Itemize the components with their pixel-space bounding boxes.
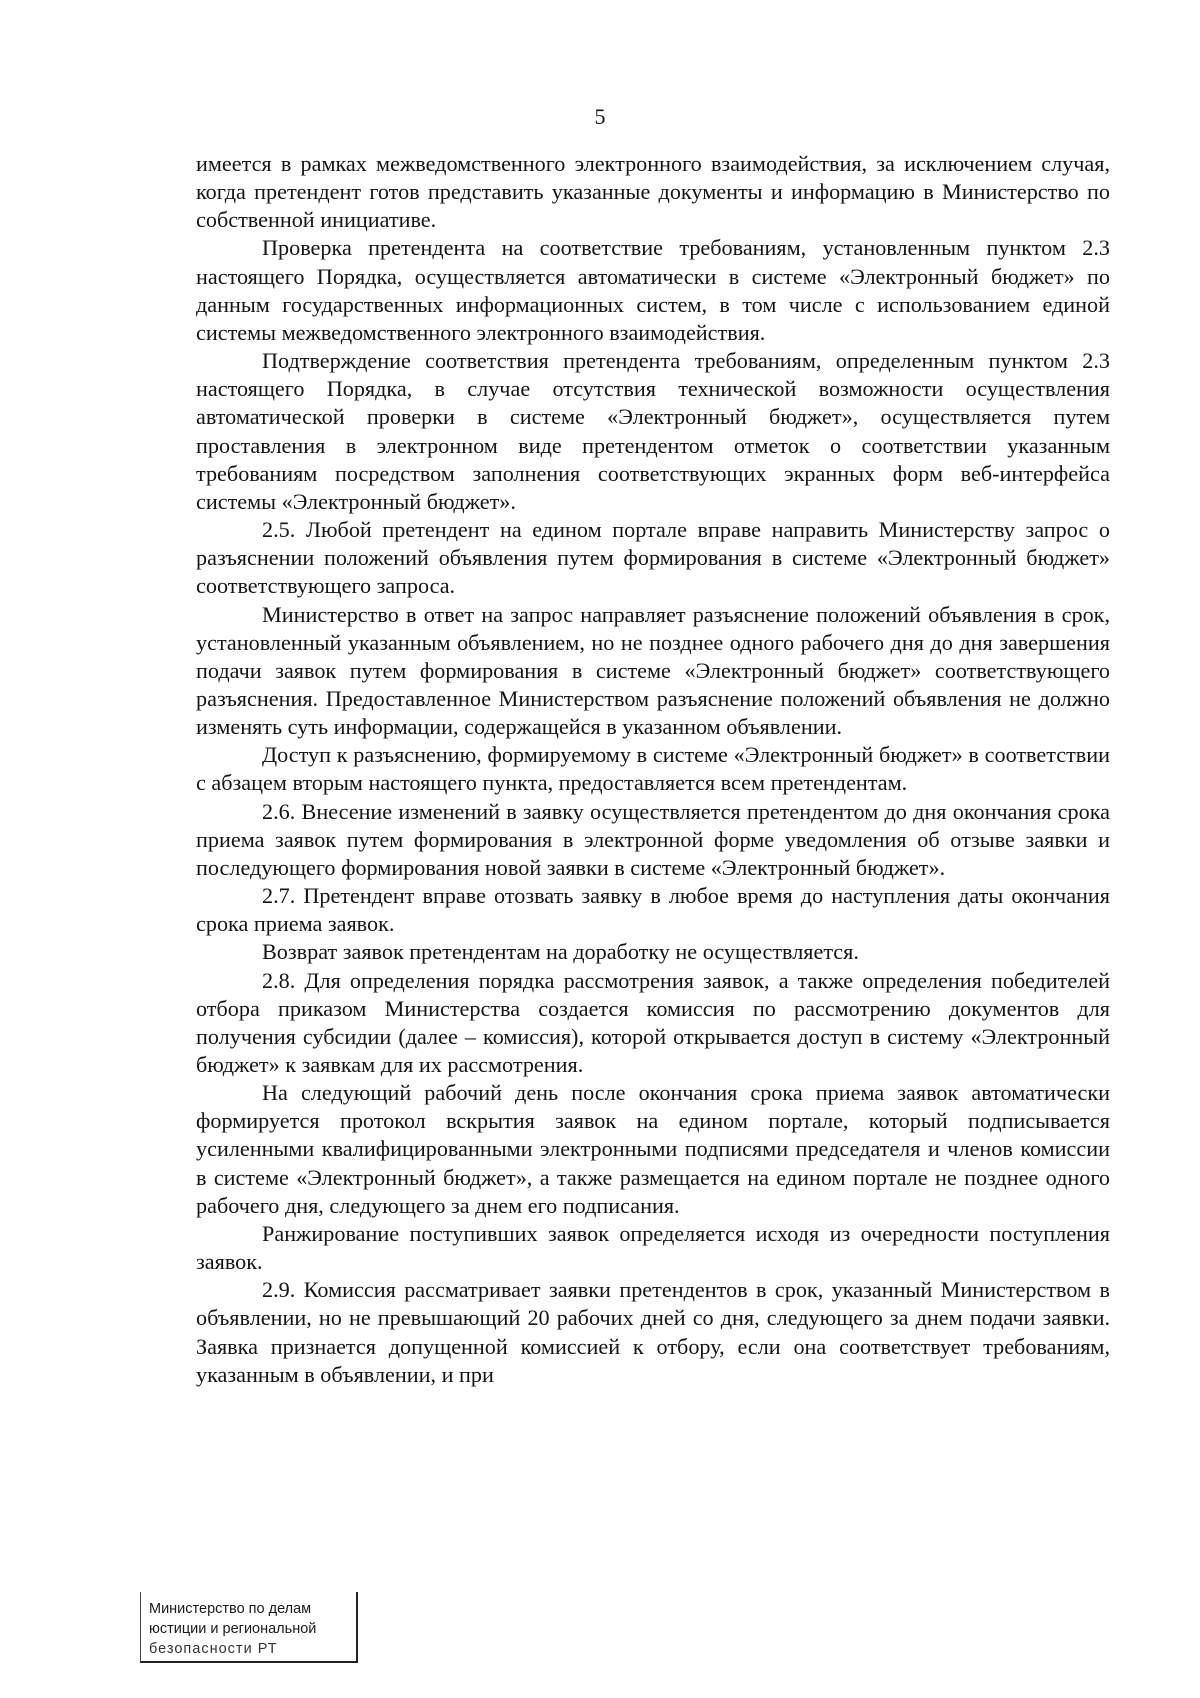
paragraph-2-5: 2.5. Любой претендент на едином портале вправе направить Министерству запрос о разъяснении положений объявления путем формирования в системе «Электронный бюджет» соответствующего запроса.	[196, 517, 1110, 599]
ministry-stamp	[140, 1592, 358, 1663]
stamp-line-clipped: безопасности РТ	[149, 1641, 278, 1657]
paragraph: Ранжирование поступивших заявок определяется исходя из очередности поступления заявок.	[196, 1220, 1110, 1275]
paragraph: Министерство в ответ на запрос направляет разъяснение положений объявления в срок, установленный указанным объявлением, но не позднее одного рабочего дня до дня завершения подачи заявок путем формирования в системе «Электронный бюджет» соответствующего разъяснения. Предоставленное Министерством разъяснение положений объявления не должно изменять суть информации, содержащейся в указанном объявлении.	[196, 601, 1110, 740]
stamp-line: юстиции и региональной	[149, 1621, 317, 1637]
paragraph-2-9: 2.9. Комиссия рассматривает заявки претендентов в срок, указанный Министерством в объявлении, но не превышающий 20 рабочих дней со дня, следующего за днем подачи заявки. Заявка признается допущенной комиссией к отбору, если она соответствует требованиям, указанным в объявлении, и при	[196, 1277, 1110, 1387]
paragraph-2-7: 2.7. Претендент вправе отозвать заявку в любое время до наступления даты окончания срока приема заявок.	[196, 883, 1110, 937]
stamp-line: Министерство по делам	[149, 1601, 312, 1617]
paragraph: Возврат заявок претендентам на доработку не осуществляется.	[262, 939, 859, 965]
paragraph-continuation: имеется в рамках межведомственного электронного взаимодействия, за исключением случая, когда претендент готов представить указанные документы и информацию в Министерство по собственной инициативе.	[196, 151, 1110, 233]
paragraph: Доступ к разъяснению, формируемому в системе «Электронный бюджет» в соответствии с абзацем вторым настоящего пункта, предоставляется всем претендентам.	[196, 742, 1110, 796]
paragraph: На следующий рабочий день после окончания срока приема заявок автоматически формируется протокол вскрытия заявок на едином портале, который подписывается усиленными квалифицированными электронными подписями председателя и членов комиссии в системе «Электронный бюджет», а также размещается на едином портале не позднее одного рабочего дня, следующего за днем его подписания.	[196, 1080, 1110, 1218]
paragraph: Проверка претендента на соответствие требованиям, установленным пунктом 2.3 настоящего Порядка, осуществляется автоматически в системе «Электронный бюджет» по данным государственных информационных систем, в том числе с использованием единой системы межведомственного электронного взаимодействия.	[196, 235, 1110, 345]
document-body	[196, 150, 1110, 1389]
paragraph-2-6: 2.6. Внесение изменений в заявку осуществляется претендентом до дня окончания срока приема заявок путем формирования в электронной форме уведомления об отзыве заявки и последующего формирования новой заявки в системе «Электронный бюджет».	[196, 798, 1110, 880]
paragraph-2-8: 2.8. Для определения порядка рассмотрения заявок, а также определения победителей отбора приказом Министерства создается комиссия по рассмотрению документов для получения субсидии (далее – комиссия), которой открывается доступ в систему «Электронный бюджет» к заявкам для их рассмотрения.	[196, 967, 1110, 1077]
page-number: 5	[594, 104, 606, 129]
paragraph: Подтверждение соответствия претендента требованиям, определенным пунктом 2.3 настоящего Порядка, в случае отсутствия технической возможности осуществления автоматической проверки в системе «Электронный бюджет», осуществляется путем проставления в электронном виде претендентом отметок о соответствии указанным требованиям посредством заполнения соответствующих экранных форм веб-интерфейса системы «Электронный бюджет».	[196, 348, 1110, 514]
